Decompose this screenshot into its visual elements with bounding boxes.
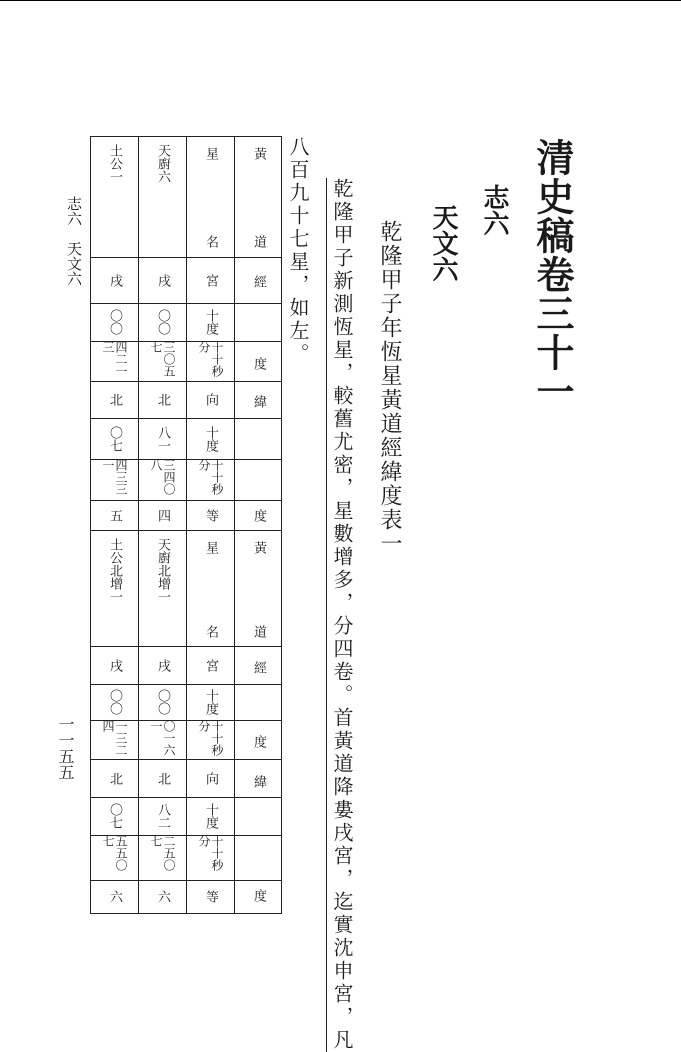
header-palace: 宮: [203, 658, 218, 672]
header-lat-minute-second: 十十秒分: [197, 459, 224, 495]
degree-cell: 〇〇: [155, 689, 170, 715]
header-star-name: 名: [203, 624, 218, 638]
group-header-cell: 黃: [251, 540, 266, 554]
top-rule: [0, 0, 681, 1]
header-magnitude: 等: [203, 508, 218, 522]
palace-cell: 戌: [155, 273, 170, 287]
group-header-cell: 度: [251, 734, 266, 748]
lat-degree-cell: 八一: [155, 425, 170, 452]
direction-cell: 北: [155, 771, 170, 785]
header-degree: 十度: [203, 689, 218, 715]
header-star-name: 星: [203, 540, 218, 554]
page-number: 一一五五: [56, 716, 75, 780]
direction-cell: 北: [155, 393, 170, 406]
lat-minute-second-cell: 四三三一: [101, 459, 128, 495]
header-minute-second: 十十秒分: [197, 341, 224, 377]
header-lat-degree: 十度: [203, 803, 218, 829]
magnitude-cell: 六: [107, 890, 122, 903]
group-header-cell: 緯: [251, 774, 266, 788]
section-heading: 志六: [479, 184, 509, 236]
minute-second-cell: 〇一六一: [149, 720, 176, 756]
page-title: 清史稿卷三十一: [530, 138, 575, 411]
lat-degree-cell: 八二: [155, 803, 170, 829]
magnitude-cell: 四: [155, 508, 170, 522]
group-header-cell: 道: [251, 624, 266, 638]
subsection-heading: 天文六: [428, 204, 458, 282]
magnitude-cell: 五: [107, 508, 122, 522]
header-lat-minute-second: 十十秒分: [197, 835, 224, 871]
header-direction: 向: [203, 393, 218, 406]
lat-minute-second-cell: 五五〇七: [101, 835, 128, 871]
header-degree: 十度: [203, 309, 218, 335]
lat-degree-cell: 〇七: [107, 425, 122, 452]
intro-line-2: 八百九十七星，如左。: [286, 136, 310, 366]
minute-second-cell: 四二一三: [101, 341, 128, 377]
group-header-cell: 黃: [251, 146, 266, 160]
group-header-cell: 緯: [251, 394, 266, 408]
header-direction: 向: [203, 771, 218, 785]
degree-cell: 〇〇: [107, 309, 122, 335]
intro-line-1: 乾隆甲子新測恆星，較舊尤密，星數增多，分四卷。首黃道降婁戌宮，迄實沈申宮，凡: [326, 178, 357, 1052]
star-name-cell: 天廚六: [155, 144, 170, 183]
header-palace: 宮: [203, 273, 218, 287]
lat-minute-second-cell: 三四〇八: [149, 459, 176, 495]
table-title: 乾隆甲子年恆星黃道經緯度表一: [377, 220, 402, 556]
palace-cell: 戌: [107, 658, 122, 672]
star-coordinate-table: [90, 136, 282, 914]
degree-cell: 〇〇: [107, 689, 122, 715]
star-name-cell: 土公北增一: [107, 538, 122, 603]
minute-second-cell: 一三二四: [101, 720, 128, 756]
header-star-name: 名: [203, 234, 218, 248]
direction-cell: 北: [107, 771, 122, 785]
group-header-cell: 道: [251, 234, 266, 248]
degree-cell: 〇〇: [155, 309, 170, 335]
palace-cell: 戌: [155, 658, 170, 672]
header-magnitude: 等: [203, 890, 218, 903]
group-header-cell: 經: [251, 274, 266, 288]
group-header-cell: 經: [251, 660, 266, 674]
star-name-cell: 天廚北增一: [155, 538, 170, 603]
lat-minute-second-cell: 二五〇七: [149, 835, 176, 871]
header-star-name: 星: [203, 146, 218, 160]
header-lat-degree: 十度: [203, 425, 218, 452]
header-minute-second: 十十秒分: [197, 720, 224, 756]
palace-cell: 戌: [107, 273, 122, 287]
group-header-cell: 度: [251, 888, 266, 902]
direction-cell: 北: [107, 393, 122, 406]
star-name-cell: 土公一: [107, 144, 122, 183]
running-head: 志六 天文六: [65, 196, 83, 286]
group-header-cell: 度: [251, 508, 266, 522]
group-header-cell: 度: [251, 356, 266, 370]
lat-degree-cell: 〇七: [107, 803, 122, 829]
minute-second-cell: 三〇五七: [149, 341, 176, 377]
magnitude-cell: 六: [155, 890, 170, 903]
